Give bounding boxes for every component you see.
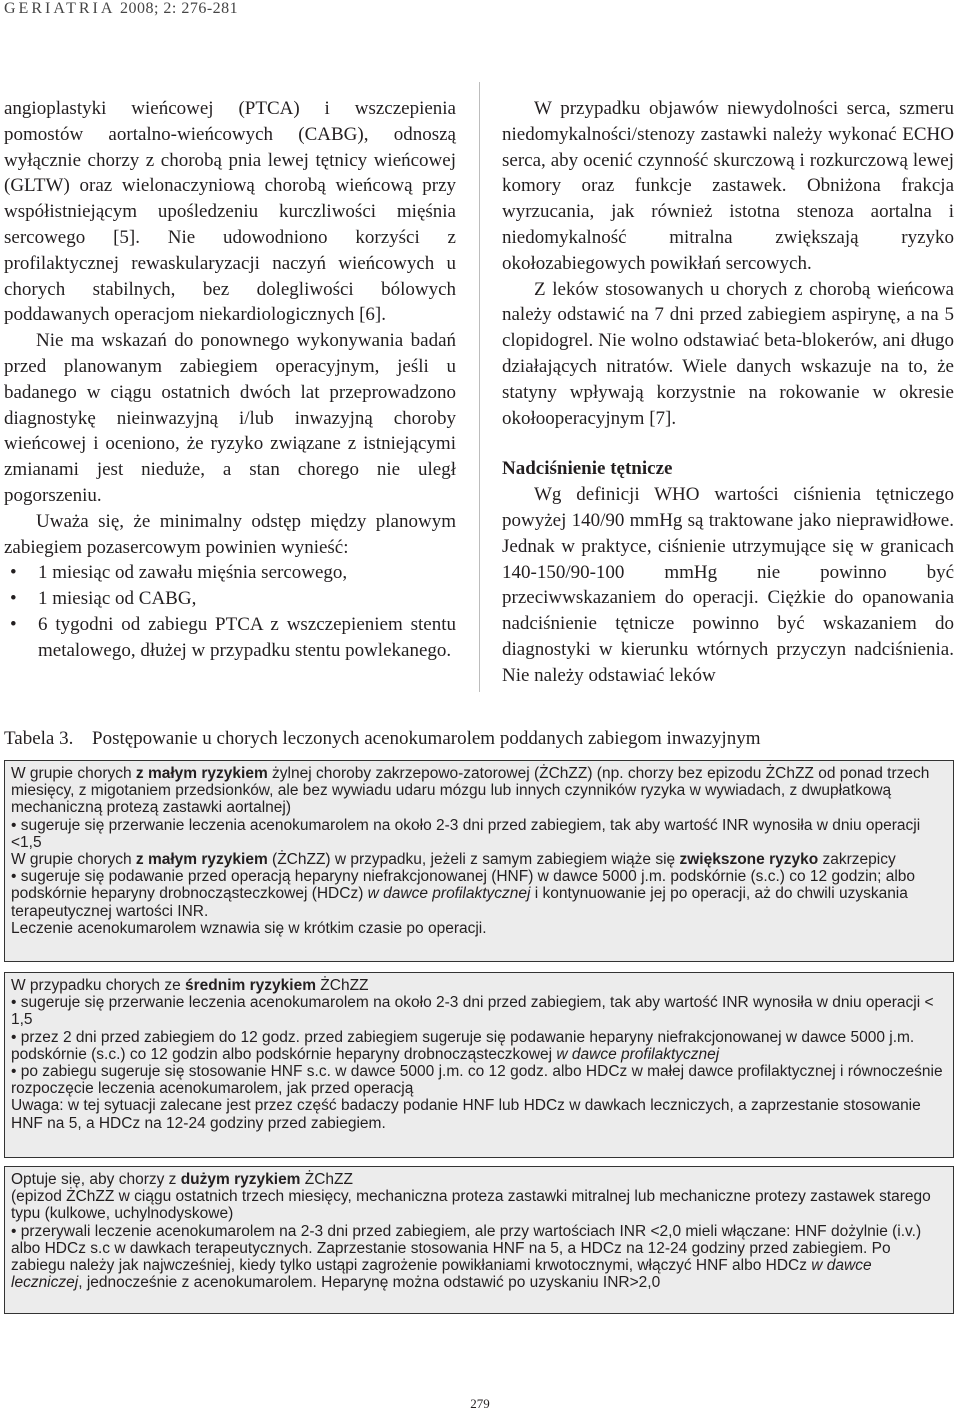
- paragraph: Nie ma wskazań do ponownego wykonywania badań przed planowanym zabiegiem operacyjnym, jeśli u badanego w ciągu ostatnich dwóch lat przeprowadzono diagnostykę nieinwazyjną i/lub inwazyjną choroby wieńcowej i oceniono, że ryzyko związane z istniejącymi zmianami jest nieduże, a stan chorego nie uległ pogorszeniu.: [4, 330, 456, 506]
- table-box-medium-risk: [4, 972, 954, 1158]
- box-line: [11, 977, 947, 994]
- text: ŻChZZ: [315, 977, 369, 994]
- text: , jednocześnie z acenokumarolem. Heparynę można odstawić po uzyskaniu INR>2,0: [78, 1274, 661, 1292]
- paragraph: Wg definicji WHO wartości ciśnienia tętniczego powyżej 140/90 mmHg są traktowane jako nieprawidłowe. Jednak w praktyce, ciśnienie utrzymujące się w granicach 140-150/90-100 mmHg nie powinno być przeciwwskazaniem do operacji. Ciężkie do opanowania nadciśnienie tętnicze powinno być wskazaniem do diagnostyki w kierunku wtórnych przyczyn nadciśnienia. Nie należy odstawiać leków: [502, 484, 954, 686]
- table-title: Postępowanie u chorych leczonych acenokumarolem poddanych zabiegom inwazyjnym: [92, 728, 761, 749]
- citation: 2008; 2: 276-281: [119, 0, 239, 17]
- list-item-text: 1 miesiąc od CABG,: [38, 588, 197, 610]
- italic-text: w dawce profilaktycznej: [556, 1045, 720, 1063]
- bullet-icon: •: [10, 613, 17, 635]
- paragraph: Uważa się, że minimalny odstęp między planowym zabiegiem pozasercowym powinien wynieść:: [4, 510, 456, 558]
- emphasis: dużym ryzykiem: [180, 1171, 301, 1188]
- text: ŻChZZ: [300, 1171, 353, 1188]
- paragraph: Z leków stosowanych u chorych z chorobą wieńcowa należy odstawić na 7 dni przed zabiegiem aspirynę, a na 5 clopidogrel. Nie wolno odstawiać beta-blokerów, ani długo działających nitratów. Wiele danych wskazuje na to, że statyny wpływają korzystnie na rokowanie w okresie okołooperacyjnym [7].: [502, 278, 954, 429]
- list-item: [4, 586, 456, 612]
- text: (ŻChZZ) w przypadku, jeżeli z samym zabiegiem wiąże się: [267, 851, 680, 869]
- table-box-low-risk: [4, 760, 954, 962]
- list-item: [4, 560, 456, 586]
- list-item-text: 6 tygodni od zabiegu PTCA z wszczepieniem stentu metalowego, dłużej w przypadku stentu powlekanego.: [38, 613, 456, 661]
- right-column: [502, 96, 954, 689]
- box-line: • sugeruje się przerwanie leczenia acenokumarolem na około 2-3 dni przed zabiegiem, tak aby wartość INR wynosiła w dniu operacji < 1,5: [11, 994, 934, 1029]
- box-line: Leczenie acenokumarolem wznawia się w krótkim czasie po operacji.: [11, 919, 487, 937]
- left-column: [4, 96, 456, 664]
- emphasis: z małym ryzykiem: [135, 851, 268, 869]
- box-line: [11, 851, 947, 868]
- section-heading: Nadciśnienie tętnicze: [502, 458, 673, 480]
- text: żylnej choroby zakrzepowo-zatorowej (ŻChZZ) (np. chorzy bez epizodu ŻChZZ od ponad trzech miesięcy, z migotaniem przedsionków, ale bez wywiadu udaru mózgu lub innych czynników ryzyka w wywiadach, z dwupłatkową mechaniczną protezą zastawki aortalnej): [11, 765, 930, 817]
- box-line: [11, 1223, 947, 1292]
- text: W przypadku chorych ze: [11, 977, 186, 994]
- emphasis: zwiększone ryzyko: [679, 851, 819, 869]
- text: Optuje się, aby chorzy z: [11, 1171, 181, 1188]
- bullet-icon: •: [10, 588, 17, 610]
- emphasis: z małym ryzykiem: [135, 765, 268, 782]
- text: • sugeruje się podawanie przed operacją heparyny niefrakcjonowanej (HNF) w dawce 5000 j.m. podskórnie (s.c.) co 12 godzin; albo podskórnie heparyny drobnocząsteczkowej (HDCz): [11, 868, 916, 903]
- box-line: • po zabiegu sugeruje się stosowanie HNF s.c. w dawce 5000 j.m. co 12 godz. albo HDCz w małej dawce profilaktycznej i równocześnie rozpoczęcie leczenia acenokumarolem, jak przed operacją: [11, 1063, 943, 1098]
- box-line: [11, 868, 947, 920]
- italic-text: w dawce profilaktycznej: [367, 885, 531, 903]
- list-item: [4, 612, 456, 664]
- text: W grupie chorych: [11, 765, 136, 782]
- box-line: [11, 1171, 947, 1188]
- paragraph: angioplastyki wieńcowej (PTCA) i wszczepienia pomostów aortalno-wieńcowych (CABG), odnoszą wyłącznie chorzy z chorobą pnia lewej tętnicy wieńcowej (GLTW) oraz wielonaczyniową chorobą wieńcową przy współistniejącym upośledzeniu kurczliwości mięśnia sercowego [5]. Nie udowodniono korzyści z profilaktycznej rewaskularyzacji naczyń wieńcowych u chorych stabilnych, bez dolegliwości bólowych poddawanych operacjom niekardiologicznych [6].: [4, 98, 456, 326]
- box-line: • sugeruje się przerwanie leczenia acenokumarolem na około 2-3 dni przed zabiegiem, tak aby wartość INR wynosiła w dniu operacji <1,5: [11, 816, 921, 851]
- text: i kontynuowanie jej po operacji, aż do chwili uzyskania terapeutycznej wartości INR.: [11, 885, 908, 920]
- italic-text: w dawce leczniczej: [11, 1257, 872, 1292]
- text: • przerywali leczenie acenokumarolem na 2-3 dni przed zabiegiem, ale przy wartościach INR <2,0 mieli włączane: HNF dożylnie (i.v.) albo HDCz s.c w dawkach terapeutycznych. Zaprzestanie stosowania HNF na 5, a HDCz na 12-24 godziny przed zabiegiem. Po zabiegu należy jak najwcześniej, kiedy tylko ustąpi zagrożenie powikłaniami krwotocznymi, włączyć HNF albo HDCz: [11, 1222, 922, 1275]
- box-line: (epizod ŻChZZ w ciągu ostatnich trzech miesięcy, mechaniczna proteza zastawki mitralnej lub mechaniczne protezy zastawek starego typu (kulkowe, uchylnodyskowe): [11, 1188, 931, 1223]
- paragraph: W przypadku objawów niewydolności serca, szmeru niedomykalności/stenozy zastawki należy wykonać ECHO serca, aby ocenić czynność skurczową i rozkurczową lewej komory oraz funkcje zastawek. Obniżona frakcja wyrzucania, jak również istotna stenoza aortalna i niedomykalność mitralna zwiększają ryzyko okołozabiegowych powikłań sercowych.: [502, 98, 954, 274]
- box-line: [11, 765, 947, 817]
- box-line: [11, 1029, 947, 1063]
- bullet-icon: •: [10, 562, 17, 584]
- column-divider: [479, 82, 480, 692]
- table-box-high-risk: [4, 1166, 954, 1314]
- journal-name: GERIATRIA: [4, 0, 116, 17]
- bullet-list: [4, 560, 456, 663]
- emphasis: średnim ryzykiem: [185, 977, 316, 994]
- text: zakrzepicy: [818, 851, 896, 869]
- text: • przez 2 dni przed zabiegiem do 12 godz. przed zabiegiem sugeruje się podawanie heparyny niefrakcjonowanej w dawce 5000 j.m. podskórnie (s.c.) co 12 godzin albo podskórnie heparyny drobnocząsteczkowej: [11, 1028, 915, 1063]
- list-item-text: 1 miesiąc od zawału mięśnia sercowego,: [38, 562, 348, 584]
- running-head: [4, 0, 238, 18]
- table-label: Tabela 3.: [4, 728, 74, 749]
- page-number: 279: [470, 1396, 490, 1411]
- text: W grupie chorych: [11, 851, 136, 869]
- table-caption: [4, 728, 760, 750]
- box-line: Uwaga: w tej sytuacji zalecane jest przez część badaczy podanie HNF lub HDCz w dawkach leczniczych, a zaprzestanie stosowanie HNF na 5, a HDCz na 12-24 godziny przed zabiegiem.: [11, 1097, 921, 1132]
